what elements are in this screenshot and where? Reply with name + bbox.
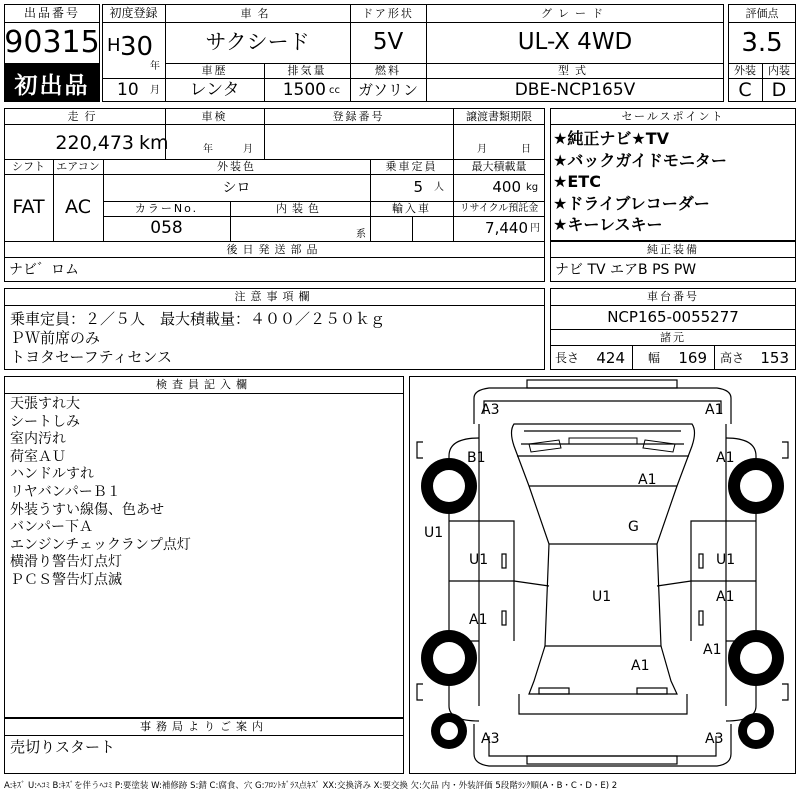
registration-number-label: 登録番号 bbox=[332, 109, 385, 123]
car-name: サクシード bbox=[205, 30, 310, 54]
caution-label: 注意事項欄 bbox=[234, 290, 315, 303]
exterior-color: シロ bbox=[222, 179, 251, 196]
mark-hood: A1 bbox=[638, 472, 657, 488]
inspector-note: ＰＣＳ警告灯点滅 bbox=[10, 571, 122, 588]
color-number: 058 bbox=[150, 218, 183, 238]
mileage: 220,473 bbox=[55, 131, 134, 154]
overall-score: 3.5 bbox=[741, 27, 783, 58]
door-type-label: ドア形状 bbox=[362, 6, 414, 20]
caution-line: ＰＷ前席のみ bbox=[10, 329, 101, 347]
mark-left-sill: U1 bbox=[424, 525, 444, 541]
interior-grade: D bbox=[771, 78, 787, 101]
rear-bumper-outline bbox=[474, 724, 731, 766]
score-label: 評価点 bbox=[745, 6, 779, 20]
inspector-note: リヤバンパーＢ１ bbox=[10, 483, 121, 500]
inspector-note: 外装うすい線傷、色あせ bbox=[10, 501, 164, 518]
mark-rear-right-corner: A3 bbox=[705, 731, 724, 747]
mark-front-left-corner: A3 bbox=[481, 402, 500, 418]
mark-right-rear-quarter: A1 bbox=[703, 642, 722, 658]
recycle-deposit: 7,440 bbox=[485, 219, 528, 237]
mark-front-right-corner: A1 bbox=[705, 402, 724, 418]
genuine-equipment-label: 純正装備 bbox=[647, 242, 699, 256]
inspector-note: 天張すれ大 bbox=[10, 396, 80, 412]
transfer-deadline-label: 譲渡書類期限 bbox=[466, 109, 532, 123]
later-parts: ナビ゛ロム bbox=[9, 261, 79, 278]
capacity-label: 乗車定員 bbox=[385, 160, 438, 173]
mark-rear-gate: A1 bbox=[631, 658, 650, 674]
inspector-note: ハンドルすれ bbox=[10, 466, 94, 483]
mark-windshield: G bbox=[628, 519, 639, 535]
registration-month: 10 bbox=[117, 79, 139, 100]
width: 169 bbox=[678, 348, 707, 367]
hood-outline bbox=[512, 424, 695, 486]
width-label: 幅 bbox=[648, 351, 661, 365]
windshield-outline bbox=[529, 486, 677, 544]
height-label: 高さ bbox=[720, 351, 745, 365]
car-damage-diagram bbox=[409, 376, 796, 774]
capacity: 5 bbox=[413, 178, 423, 196]
capacity-unit: 人 bbox=[434, 182, 444, 193]
interior-color-label: 内装色 bbox=[276, 202, 324, 215]
inspector-note: バンパー下Ａ bbox=[10, 519, 94, 536]
genuine-equipment: ナビ TV エアB PS PW bbox=[555, 261, 697, 278]
chassis-number: NCP165-0055277 bbox=[607, 307, 739, 326]
era-letter: H bbox=[107, 35, 121, 56]
max-load-label: 最大積載量 bbox=[471, 160, 527, 173]
first-listing-badge: 初出品 bbox=[4, 64, 100, 102]
displacement: 1500 bbox=[282, 79, 326, 100]
inspector-note: シートしみ bbox=[10, 413, 80, 430]
month-unit: 月 bbox=[150, 85, 160, 96]
year-unit: 年 bbox=[150, 61, 160, 72]
shift: FAT bbox=[12, 196, 45, 218]
transfer-month-unit: 月 bbox=[477, 144, 487, 155]
max-load-unit: kg bbox=[526, 182, 539, 193]
front-bumper-outline bbox=[474, 388, 731, 424]
inspection-year-unit: 年 bbox=[203, 144, 213, 155]
selling-point-item: ★純正ナビ★TV bbox=[553, 129, 669, 148]
mark-left-front-fender: B1 bbox=[467, 450, 486, 466]
dimensions-label: 諸元 bbox=[660, 330, 686, 344]
length-label: 長さ bbox=[555, 351, 580, 365]
aircon-label: エアコン bbox=[56, 160, 100, 173]
later-parts-box bbox=[4, 257, 545, 282]
history-label: 車歴 bbox=[201, 64, 228, 77]
transfer-day-unit: 日 bbox=[521, 144, 531, 155]
mileage-unit: km bbox=[139, 131, 169, 154]
selling-points-label: セールスポイント bbox=[621, 109, 725, 123]
mark-right-front-door: U1 bbox=[716, 552, 736, 568]
history: レンタ bbox=[189, 79, 240, 100]
model-code-label: 型式 bbox=[558, 64, 592, 77]
aircon: AC bbox=[65, 196, 91, 218]
registration-year: 30 bbox=[120, 32, 154, 62]
selling-point-item: ★ETC bbox=[553, 172, 601, 191]
mark-right-front-fender: A1 bbox=[716, 450, 735, 466]
grade: UL-X 4WD bbox=[517, 29, 633, 55]
interior-grade-label: 内装 bbox=[768, 64, 790, 77]
fuel-label: 燃料 bbox=[375, 64, 401, 77]
inspector-note: エンジンチェックランプ点灯 bbox=[10, 536, 191, 553]
grade-label: グレード bbox=[541, 6, 609, 20]
mark-left-rear-door: A1 bbox=[469, 612, 488, 628]
body-outline bbox=[479, 424, 726, 706]
height: 153 bbox=[760, 348, 789, 367]
exterior-grade: C bbox=[738, 78, 752, 101]
inspector-note: 横滑り警告灯点灯 bbox=[10, 554, 122, 571]
inspector-notes bbox=[10, 396, 191, 590]
office-notice: 売切りスタート bbox=[10, 737, 116, 756]
shift-label: シフト bbox=[12, 160, 45, 173]
mark-rear-left-corner: A3 bbox=[481, 731, 500, 747]
displacement-label: 排気量 bbox=[287, 64, 327, 77]
inspector-notes-label: 検査員記入欄 bbox=[156, 378, 252, 391]
lot-number: 90315 bbox=[4, 25, 100, 60]
exterior-color-label: 外装色 bbox=[217, 160, 256, 173]
max-load: 400 bbox=[492, 178, 521, 196]
caution-line: トヨタセーフティセンス bbox=[10, 348, 173, 366]
inspection-month-unit: 月 bbox=[243, 144, 253, 155]
displacement-unit: cc bbox=[329, 85, 340, 96]
selling-point-item: ★キーレスキー bbox=[553, 215, 663, 234]
mileage-label: 走行 bbox=[67, 109, 102, 123]
inspector-note: 荷室ＡＵ bbox=[10, 448, 66, 465]
import-car-label: 輸入車 bbox=[392, 202, 431, 215]
selling-point-item: ★バックガイドモニター bbox=[553, 150, 727, 170]
mark-right-rear-door: A1 bbox=[716, 589, 735, 605]
damage-code-legend: A:ｷｽﾞ U:ﾍｺﾐ B:ｷｽﾞを伴うﾍｺﾐ P:要塗装 W:補修跡 S:錆 C:腐食、穴 G:ﾌﾛﾝﾄｶﾞﾗｽ点ｷｽﾞ XX:交換済み X:要交換 欠:欠品 内・外装評価 5段階ﾗﾝｸ順(A・B・C・D・E) 2 bbox=[4, 780, 618, 791]
selling-point-item: ★ドライブレコーダー bbox=[553, 193, 710, 213]
interior-color-unit: 系 bbox=[356, 228, 366, 240]
rear-outline bbox=[529, 646, 677, 694]
caution-notes bbox=[10, 310, 385, 367]
door-type: 5V bbox=[372, 29, 404, 55]
car-name-label: 車名 bbox=[240, 6, 275, 20]
chassis-number-label: 車台番号 bbox=[647, 290, 699, 303]
selling-points-list bbox=[553, 128, 793, 236]
office-notice-label: 事務局よりご案内 bbox=[140, 720, 268, 733]
lot-number-label: 出品番号 bbox=[23, 6, 80, 20]
inspection-label: 車検 bbox=[201, 109, 228, 123]
recycle-deposit-unit: 円 bbox=[530, 223, 540, 234]
later-parts-label: 後日発送部品 bbox=[226, 243, 323, 256]
model-code: DBE-NCP165V bbox=[514, 79, 636, 100]
mark-left-front-door: U1 bbox=[469, 552, 489, 568]
first-registration-label: 初度登録 bbox=[109, 6, 158, 20]
length: 424 bbox=[596, 348, 625, 367]
exterior-grade-label: 外装 bbox=[734, 64, 756, 77]
inspector-note: 室内汚れ bbox=[10, 431, 66, 448]
mark-roof: U1 bbox=[592, 589, 612, 605]
recycle-deposit-label: リサイクル預託金 bbox=[459, 202, 539, 214]
fuel: ガソリン bbox=[357, 80, 418, 99]
caution-line: 乗車定員：２／５人 最大積載量：４００／２５０ｋｇ bbox=[10, 310, 386, 328]
color-number-label: カラーNo. bbox=[134, 202, 199, 215]
